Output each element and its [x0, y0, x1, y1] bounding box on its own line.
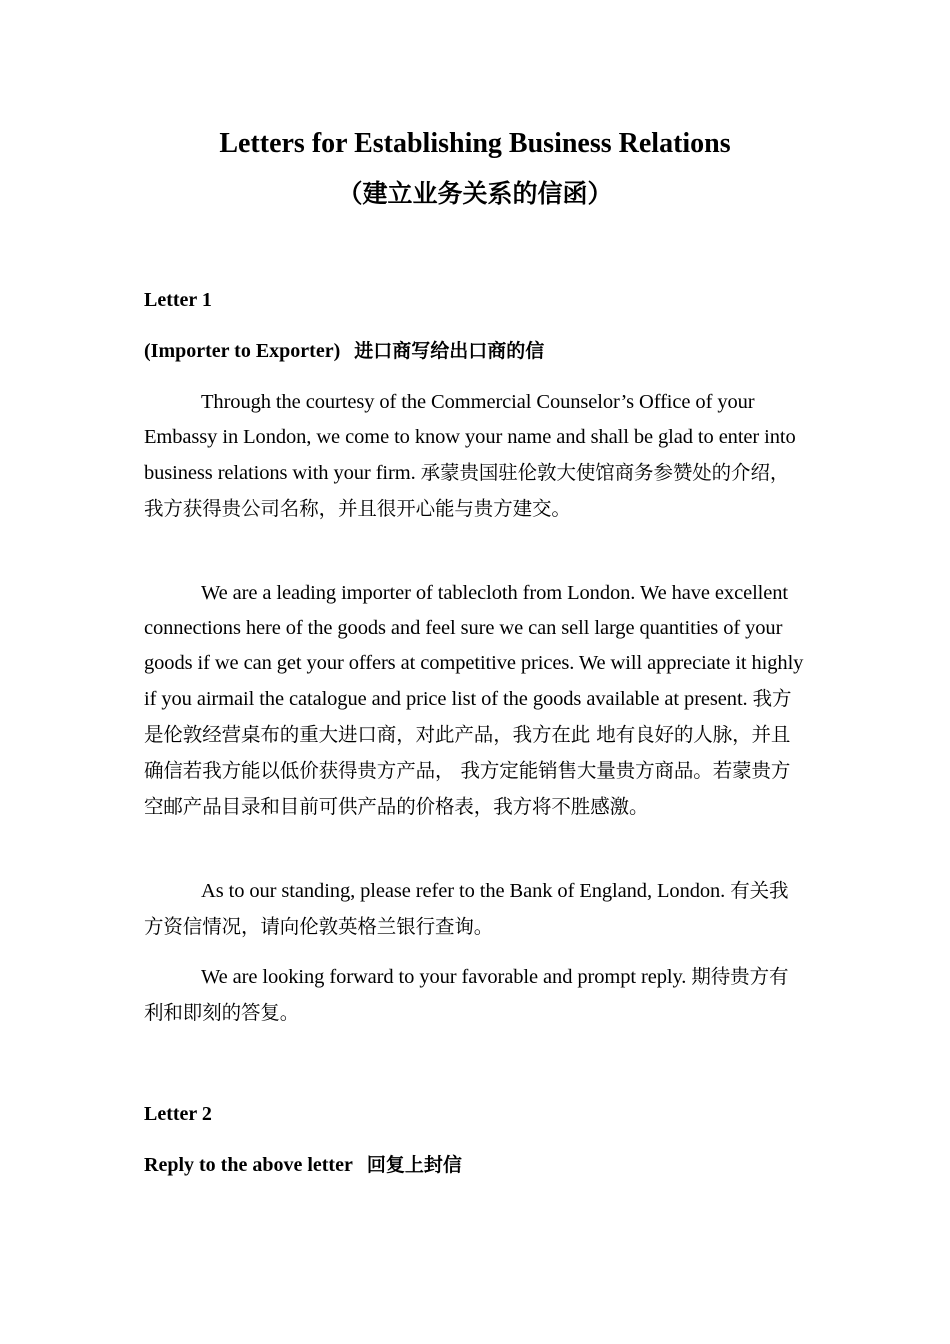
paragraph-english: Through the courtesy of the Commercial Counselor’s Office of your Embassy in London, we come to know your name and shall be glad to enter into business relations with your firm.: [144, 391, 796, 484]
document-title-chinese: （建立业务关系的信函）: [337, 179, 613, 208]
paragraph-english: We are a leading importer of tablecloth from London. We have excellent connections here of the goods and feel sure we can sell large quantities of your goods if we can get your offers at competitive prices. We will appreciate it highly if you airmail the catalogue and price list of the goods available at present.: [144, 582, 804, 710]
letter-2-subtitle: [144, 1151, 462, 1179]
letter-1-subtitle-chinese: 进口商写给出口商的信: [354, 340, 545, 362]
letter-2-heading: Letter 2: [144, 1103, 212, 1125]
paragraph-chinese: 期待贵方有利和即刻的答复。: [144, 965, 789, 1024]
letter-1-paragraph-1: [144, 385, 804, 527]
letter-1-paragraph-3: [144, 873, 804, 945]
letter-2-subtitle-english: Reply to the above letter: [144, 1154, 353, 1176]
paragraph-chinese: 我方是伦敦经营桌布的重大进口商，对此产品，我方在此 地有良好的人脉，并且确信若我方能以低价获得贵方产品， 我方定能销售大量贵方商品。若蒙贵方空邮产品目录和目前可供产品的价格表，我方将不胜感激。: [144, 687, 792, 818]
letter-2-subtitle-chinese: 回复上封信: [366, 1154, 462, 1176]
letter-1-paragraph-2: [144, 576, 804, 825]
paragraph-chinese: 有关我方资信情况，请向伦敦英格兰银行查询。: [144, 879, 789, 938]
paragraph-english: As to our standing, please refer to the Bank of England, London.: [201, 880, 726, 902]
document-title: Letters for Establishing Business Relations: [219, 128, 731, 159]
paragraph-english: We are looking forward to your favorable and prompt reply.: [201, 966, 687, 988]
letter-1-subtitle: [144, 337, 544, 365]
letter-1-subtitle-english: (Importer to Exporter): [144, 340, 341, 362]
letter-1-paragraph-4: [144, 959, 804, 1031]
paragraph-chinese: 承蒙贵国驻伦敦大使馆商务参赞处的介绍，我方获得贵公司名称，并且很开心能与贵方建交。: [144, 461, 790, 520]
letter-1-heading: Letter 1: [144, 289, 212, 311]
